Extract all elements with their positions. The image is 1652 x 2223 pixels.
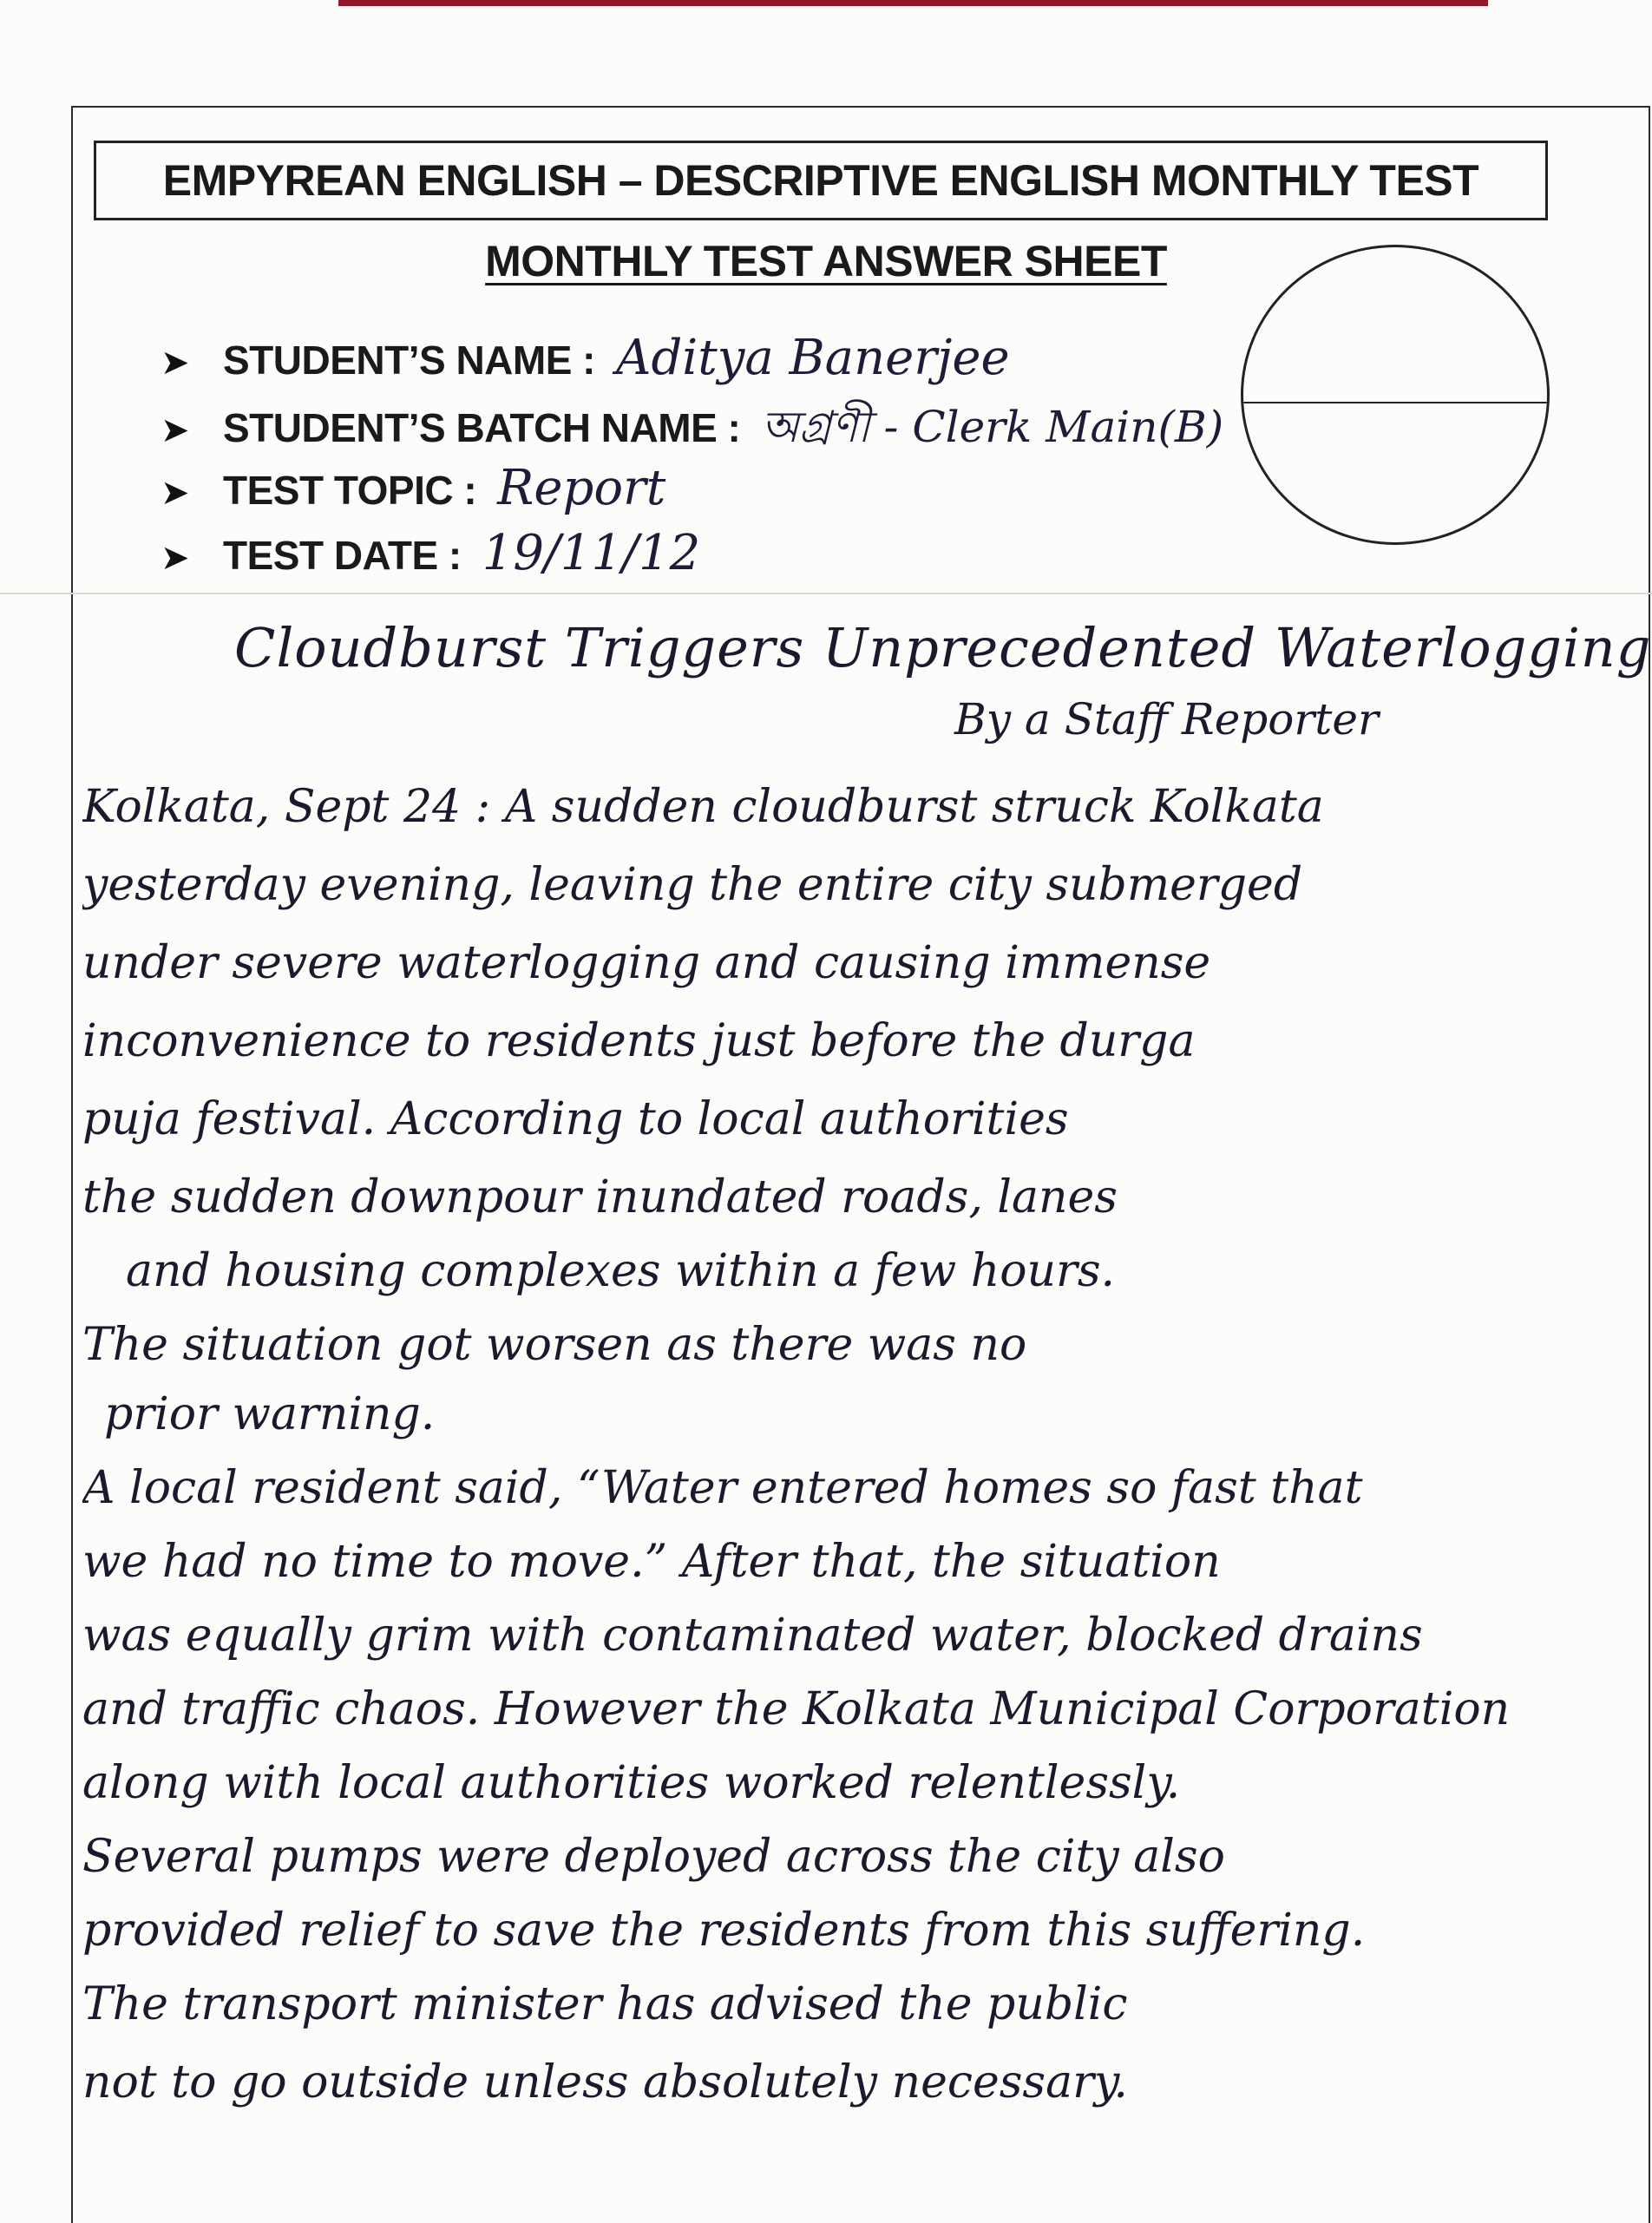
sheet-subtitle-text: MONTHLY TEST ANSWER SHEET xyxy=(485,237,1167,285)
answer-line: and traffic chaos. However the Kolkata Municipal Corporation xyxy=(82,1683,1511,1735)
answer-line: under severe waterlogging and causing immense xyxy=(82,937,1211,989)
field-value: Report xyxy=(497,460,666,516)
score-circle xyxy=(1241,245,1550,545)
answer-line: The situation got worsen as there was no xyxy=(82,1319,1027,1371)
answer-line: not to go outside unless absolutely necessary. xyxy=(82,2056,1128,2108)
answer-line: the sudden downpour inundated roads, lanes xyxy=(82,1171,1118,1223)
answer-line: yesterday evening, leaving the entire city submerged xyxy=(82,859,1303,911)
field-label: STUDENT’S NAME : xyxy=(223,338,595,383)
answer-line: The transport minister has advised the public xyxy=(82,1978,1128,2030)
arrow-bullet-icon: ➤ xyxy=(161,411,190,449)
field-label: TEST DATE : xyxy=(223,533,462,578)
answer-line: A local resident said, “Water entered homes so fast that xyxy=(82,1462,1363,1514)
field-test-date xyxy=(161,525,700,586)
score-divider xyxy=(1243,402,1547,403)
field-test-topic xyxy=(161,460,665,521)
field-student-name xyxy=(161,330,1010,390)
field-label: STUDENT’S BATCH NAME : xyxy=(223,405,741,450)
report-byline: By a Staff Reporter xyxy=(954,694,1379,744)
top-color-strip xyxy=(338,0,1488,6)
arrow-bullet-icon: ➤ xyxy=(161,539,190,577)
test-title-box xyxy=(94,141,1548,220)
answer-line: and housing complexes within a few hours. xyxy=(126,1245,1116,1297)
answer-line: prior warning. xyxy=(104,1388,436,1440)
answer-line: puja festival. According to local authorities xyxy=(82,1093,1069,1145)
answer-line: we had no time to move.” After that, the situation xyxy=(82,1536,1221,1588)
arrow-bullet-icon: ➤ xyxy=(161,474,190,512)
arrow-bullet-icon: ➤ xyxy=(161,344,190,382)
test-title: EMPYREAN ENGLISH – DESCRIPTIVE ENGLISH MONTHLY TEST xyxy=(162,156,1479,205)
answer-line: provided relief to save the residents from this suffering. xyxy=(82,1905,1366,1957)
answer-line: along with local authorities worked relentlessly. xyxy=(82,1757,1181,1809)
report-headline: Cloudburst Triggers Unprecedented Waterlogging xyxy=(234,616,1652,679)
answer-line: Several pumps were deployed across the city also xyxy=(82,1831,1225,1883)
answer-line: was equally grim with contaminated water, blocked drains xyxy=(82,1610,1423,1662)
field-value: Aditya Banerjee xyxy=(616,330,1010,386)
answer-line: Kolkata, Sept 24 : A sudden cloudburst struck Kolkata xyxy=(82,781,1324,833)
field-value: অগ্রণী - Clerk Main(B) xyxy=(761,402,1224,452)
field-batch-name xyxy=(161,395,1223,456)
field-label: TEST TOPIC : xyxy=(223,468,477,513)
field-value: 19/11/12 xyxy=(482,525,701,581)
page-seam xyxy=(0,593,1652,594)
answer-line: inconvenience to residents just before the durga xyxy=(82,1015,1196,1067)
